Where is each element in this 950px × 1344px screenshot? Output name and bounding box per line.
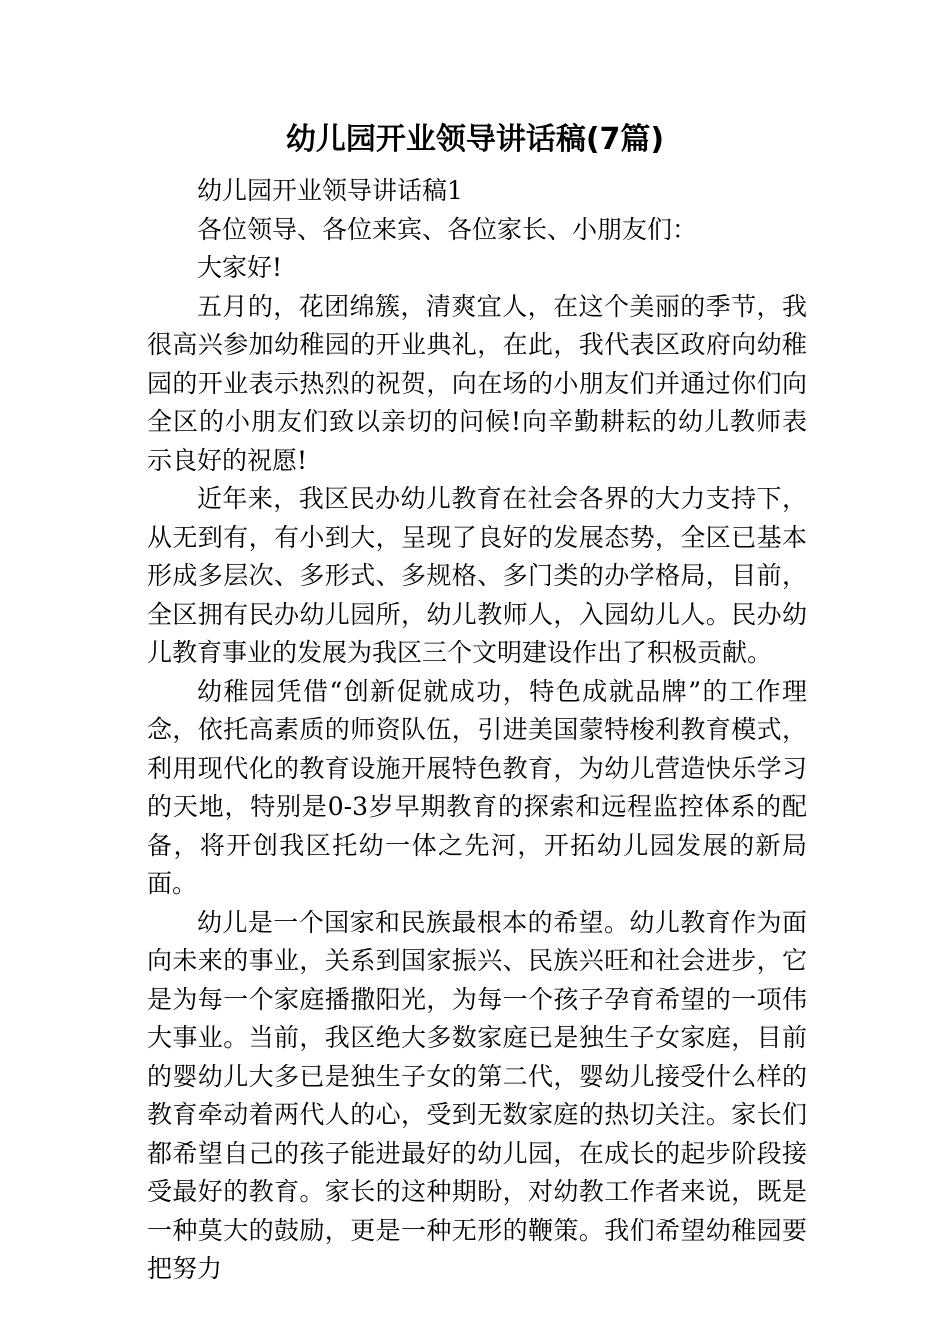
paragraph-1: 五月的，花团绵簇，清爽宜人，在这个美丽的季节，我很高兴参加幼稚园的开业典礼，在此，我代表区政府向幼稚园的开业表示热烈的祝贺，向在场的小朋友们并通过你们向全区的小朋友们致以亲切的问候!向辛勤耕耘的幼儿教师表示良好的祝愿! (147, 291, 807, 475)
salutation: 各位领导、各位来宾、各位家长、小朋友们： (197, 214, 698, 244)
paragraph-4: 幼儿是一个国家和民族最根本的希望。幼儿教育作为面向未来的事业，关系到国家振兴、民族兴旺和社会进步，它是为每一个家庭播撒阳光，为每一个孩子孕育希望的一项伟大事业。当前，我区绝大多数家庭已是独生子女家庭，目前的婴幼儿大多已是独生子女的第二代，婴幼儿接受什么样的教育牵动着两代人的心，受到无数家庭的热切关注。家长们都希望自己的孩子能进最好的幼儿园，在成长的起步阶段接受最好的教育。家长的这种期盼，对幼教工作者来说，既是一种莫大的鼓励，更是一种无形的鞭策。我们希望幼稚园要把努力 (147, 907, 807, 1283)
document-body (147, 172, 807, 1289)
paragraph-3: 幼稚园凭借“创新促就成功，特色成就品牌”的工作理念，依托高素质的师资队伍，引进美国蒙特梭利教育模式，利用现代化的教育设施开展特色教育，为幼儿营造快乐学习的天地，特别是0-3岁早期教育的探索和远程监控体系的配备，将开创我区托幼一体之先河，开拓幼儿园发展的新局面。 (147, 676, 807, 898)
greeting: 大家好! (197, 253, 283, 282)
document-title: 幼儿园开业领导讲话稿(7篇) (285, 122, 665, 157)
paragraph-2: 近年来，我区民办幼儿教育在社会各界的大力支持下，从无到有，有小到大，呈现了良好的发展态势，全区已基本形成多层次、多形式、多规格、多门类的办学格局，目前，全区拥有民办幼儿园所，幼儿教师人，入园幼儿人。民办幼儿教育事业的发展为我区三个文明建设作出了积极贡献。 (147, 484, 807, 667)
section-heading: 幼儿园开业领导讲话稿1 (197, 176, 463, 205)
